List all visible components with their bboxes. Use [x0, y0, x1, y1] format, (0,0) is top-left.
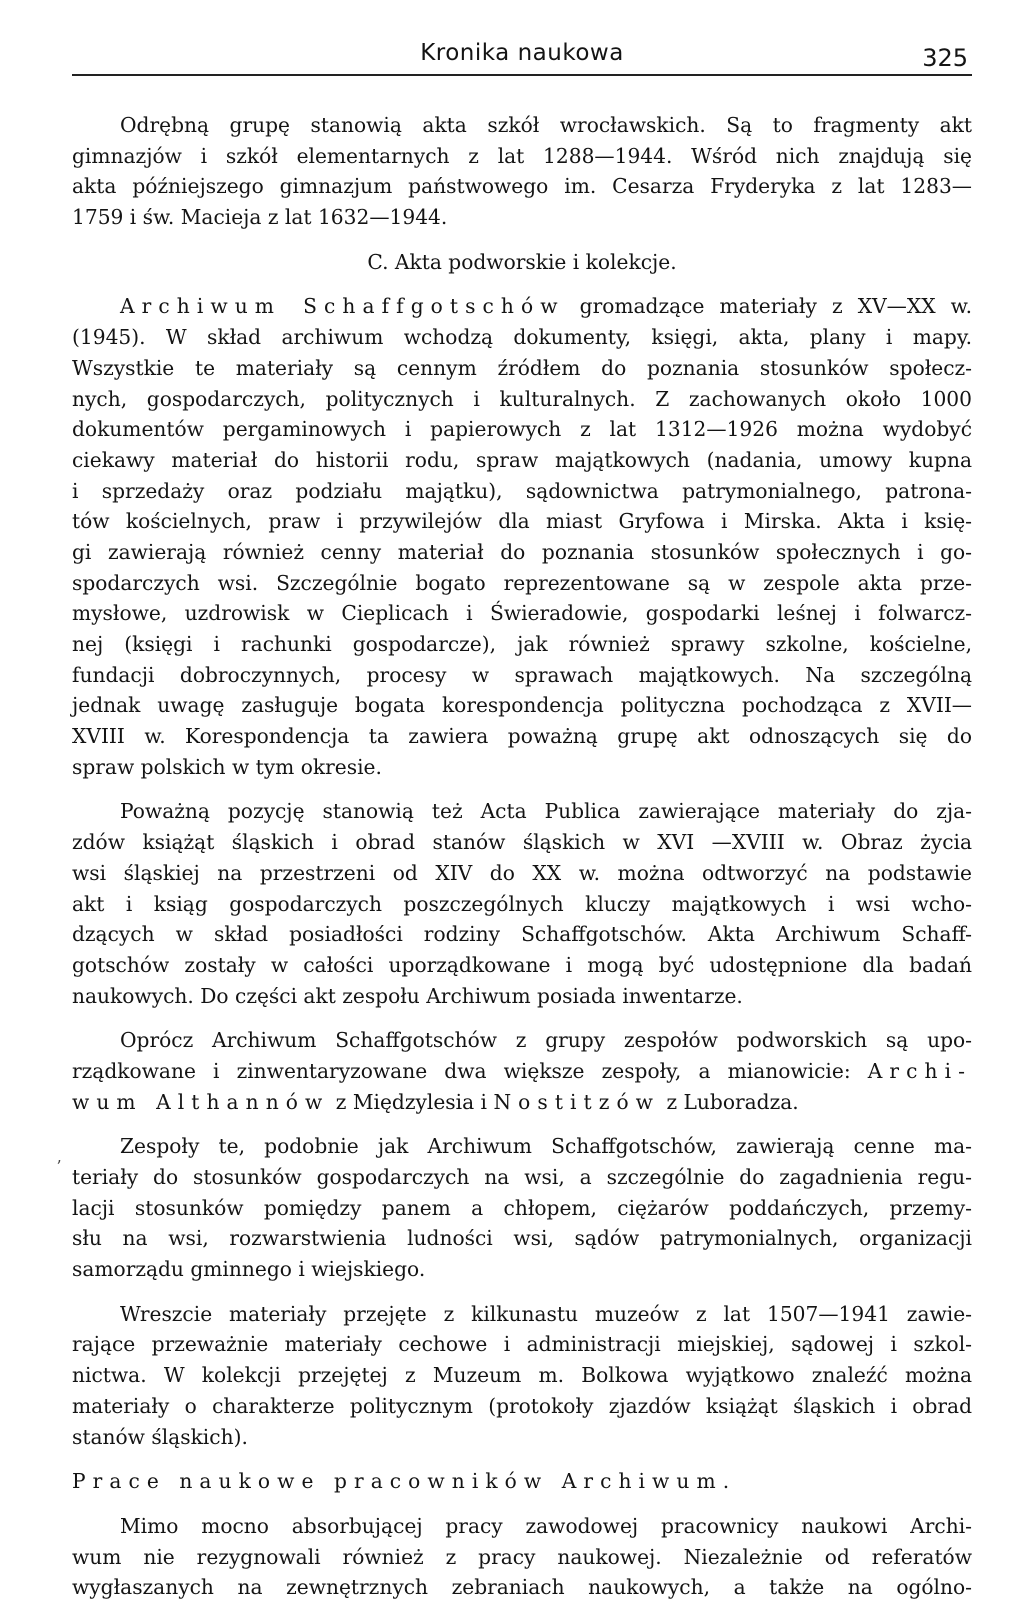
text-line: ciekawy materiał do historii rodu, spraw majątkowych (nadania, umowy kupna: [72, 447, 972, 472]
paragraph-zespoly-te: [72, 1131, 972, 1284]
text-line: fundacji dobroczynnych, procesy w sprawach majątkowych. Na szczególną: [72, 662, 972, 687]
text-line: Zespoły te, podobnie jak Archiwum Schaffgotschów, zawierają cenne ma-: [120, 1134, 972, 1159]
section-heading-prace: Prace naukowe pracowników Archiwum.: [72, 1469, 737, 1494]
text-line: zdów książąt śląskich i obrad stanów śląskich w XVI —XVIII w. Obraz życia: [72, 830, 972, 855]
paragraph-muzea: [72, 1299, 972, 1452]
text-line: Wreszcie materiały przejęte z kilkunastu muzeów z lat 1507—1941 zawie-: [120, 1301, 972, 1326]
section-heading-c: C. Akta podworskie i kolekcje.: [367, 249, 677, 274]
text-line: [72, 291, 972, 322]
text-line: wygłaszanych na zewnętrznych zebraniach naukowych, a także na ogólno-: [72, 1575, 972, 1600]
text-line: materiały o charakterze politycznym (protokoły zjazdów książąt śląskich i obrad: [72, 1393, 972, 1418]
text-run: rządkowane i zinwentaryzowane dwa większe zespoły, a mianowicie:: [72, 1058, 851, 1083]
text-line: 1759 i św. Macieja z lat 1632—1944.: [72, 205, 448, 230]
text-line: i sprzedaży oraz podziału majątku), sądownictwa patrymonialnego, patrona-: [72, 478, 972, 503]
text-line: mysłowe, uzdrowisk w Cieplicach i Świeradowie, gospodarki leśnej i folwarcz-: [72, 601, 972, 626]
page-body: [72, 110, 972, 1603]
spaced-name: Nostitzów: [493, 1089, 661, 1114]
text-line: wsi śląskiej na przestrzeni od XIV do XX w. można odtworzyć na podstawie: [72, 860, 972, 885]
paragraph-prace: [72, 1511, 972, 1603]
text-line: gotschów zostały w całości uporządkowane i mogą być udostępnione dla badań: [72, 952, 972, 977]
text-line: tów kościelnych, praw i przywilejów dla miast Gryfowa i Mirska. Akta i księ-: [72, 509, 972, 534]
text-line: lacji stosunków pomiędzy panem a chłopem, ciężarów poddańczych, przemy-: [72, 1195, 972, 1220]
text-line: [72, 1056, 972, 1087]
text-line: Oprócz Archiwum Schaffgotschów z grupy zespołów podworskich są upo-: [120, 1028, 972, 1053]
text-line: gi zawierają również cenny materiał do poznania stosunków społecznych i go-: [72, 539, 972, 564]
text-line: gimnazjów i szkół elementarnych z lat 1288—1944. Wśród nich znajdują się: [72, 143, 972, 168]
spaced-name: wum Althannów: [72, 1089, 330, 1114]
text-line: dokumentów pergaminowych i papierowych z lat 1312—1926 można wydobyć: [72, 417, 972, 442]
text-line: nej (księgi i rachunki gospodarcze), jak również sprawy szkolne, kościelne,: [72, 632, 972, 656]
text-line: Mimo mocno absorbującej pracy zawodowej pracownicy naukowi Archi-: [120, 1513, 972, 1538]
text-line: stanów śląskich).: [72, 1424, 248, 1449]
text-line: nictwa. W kolekcji przejętej z Muzeum m. Bolkowa wyjątkowo znaleźć można: [72, 1363, 972, 1388]
paragraph-acta-publica: [72, 796, 972, 1011]
text-line: XVIII w. Korespondencja ta zawiera poważną grupę akt odnoszących się do: [72, 724, 972, 749]
margin-mark: ʼ: [56, 1157, 62, 1176]
text-line: Wszystkie te materiały są cennym źródłem do poznania stosunków społecz-: [72, 355, 972, 380]
paragraph-schaffgotsch: [72, 291, 972, 782]
text-line: słu na wsi, rozwarstwienia ludności wsi, sądów patrymonialnych, organizacji: [72, 1226, 972, 1251]
text-line: (1945). W skład archiwum wchodzą dokumenty, księgi, akta, plany i mapy.: [72, 325, 972, 350]
text-line: spodarczych wsi. Szczególnie bogato reprezentowane są w zespole akta prze-: [72, 570, 972, 595]
text-run: z Międzylesia i: [335, 1089, 488, 1114]
text-line: jednak uwagę zasługuje bogata korespondencja polityczna pochodząca z XVII—: [72, 693, 972, 718]
paragraph-zespoly: [72, 1025, 972, 1117]
spaced-name: Archiwum Schaffgotschów: [120, 294, 565, 319]
text-line: akta późniejszego gimnazjum państwowego im. Cesarza Fryderyka z lat 1283—: [72, 174, 972, 199]
page-number: 325: [922, 44, 968, 72]
text-line: akt i ksiąg gospodarczych poszczególnych kluczy majątkowych i wsi wcho-: [72, 891, 972, 916]
text-line: dzących w skład posiadłości rodziny Schaffgotschów. Akta Archiwum Schaff-: [72, 922, 972, 947]
text-line: nych, gospodarczych, politycznych i kulturalnych. Z zachowanych około 1000: [72, 386, 972, 411]
text-line: [72, 1087, 972, 1118]
running-title: Kronika naukowa: [420, 40, 624, 66]
text-line: wum nie rezygnowali również z pracy naukowej. Niezależnie od referatów: [72, 1544, 972, 1569]
paragraph-szkoly: [72, 110, 972, 233]
text-line: spraw polskich w tym okresie.: [72, 754, 382, 779]
text-line: naukowych. Do części akt zespołu Archiwum posiada inwentarze.: [72, 983, 743, 1008]
text-line: samorządu gminnego i wiejskiego.: [72, 1257, 426, 1282]
text-line: rające przeważnie materiały cechowe i administracji miejskiej, sądowej i szkol-: [72, 1332, 972, 1357]
text-line: Poważną pozycję stanowią też Acta Publica zawierające materiały do zja-: [120, 799, 972, 824]
text-line: Odrębną grupę stanowią akta szkół wrocławskich. Są to fragmenty akt: [120, 113, 972, 137]
text-run: gromadzące materiały z XV—XX w.: [579, 294, 972, 319]
page-header: [72, 36, 972, 76]
text-run: z Luboradza.: [666, 1089, 799, 1114]
text-line: teriały do stosunków gospodarczych na wsi, a szczególnie do zagadnienia regu-: [72, 1165, 972, 1189]
header-rule: [72, 74, 972, 76]
spaced-name: Archi-: [867, 1058, 972, 1083]
